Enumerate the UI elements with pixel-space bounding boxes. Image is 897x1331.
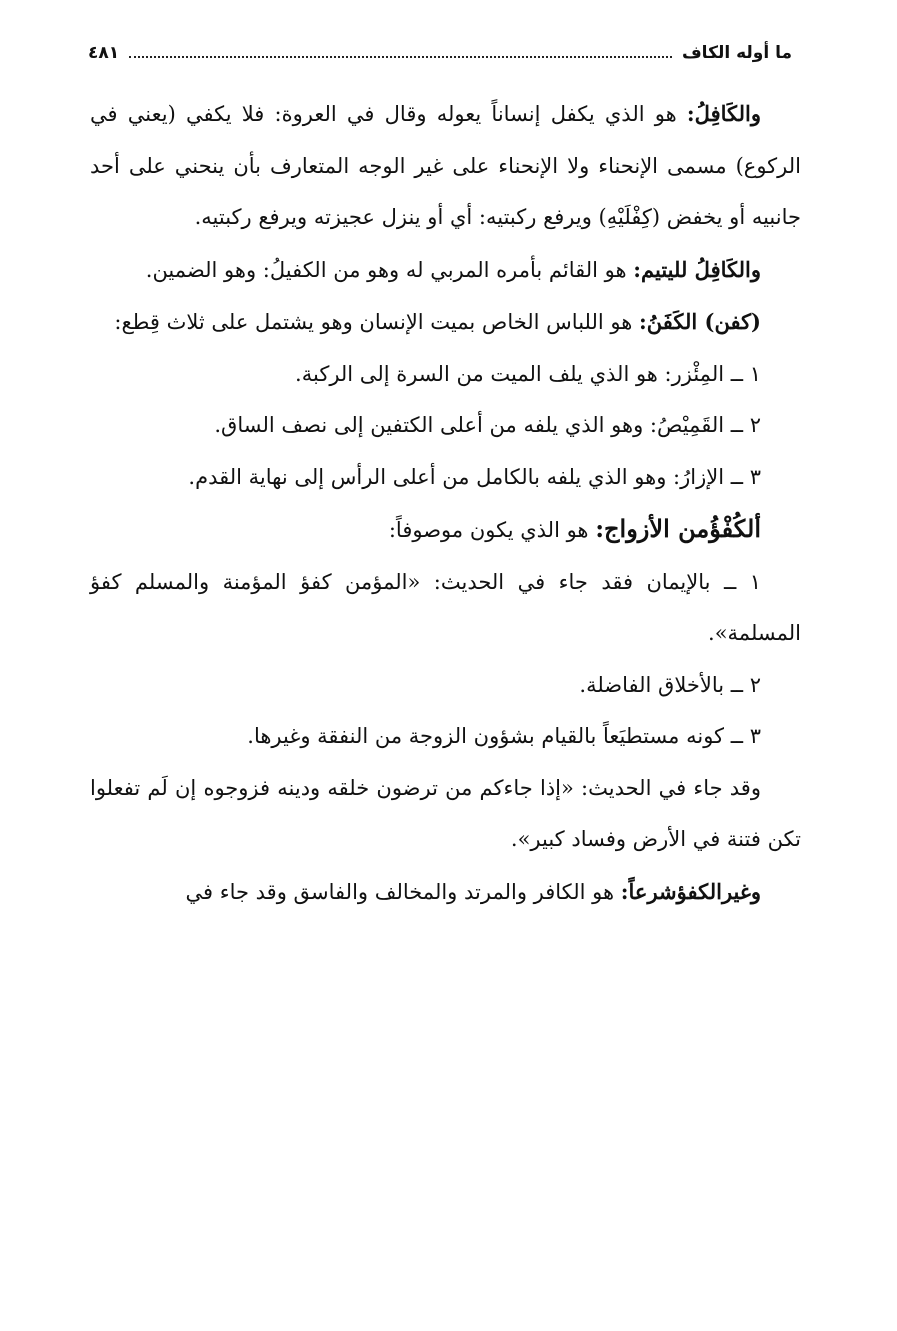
list-item-text: ٣ ــ الإزارُ: وهو الذي يلفه بالكامل من أعلى الرأس إلى نهاية القدم. [188,464,761,489]
entry-paragraph [90,296,801,349]
entry-paragraph [90,866,801,919]
header-dotted-leader [129,56,672,58]
entry-term: والكَافِلُ لليتيم: [633,256,761,282]
entry-term: والكَافِلُ: [686,101,761,126]
entry-text: هو اللباس الخاص بميت الإنسان وهو يشتمل على ثلاث قِطع: [114,310,640,334]
entry-text: هو الكافر والمرتد والمخالف والفاسق وقد جاء في [185,879,621,904]
chapter-title: ما أوله الكاف [681,43,792,63]
entry-term: ألكُفْؤُمن الأزواج: [595,514,761,543]
list-item [90,711,801,763]
entry-text: هو الذي يكون موصوفاً: [388,518,596,542]
hadith-paragraph [90,763,801,866]
page-body [90,88,801,918]
entry-term: وغيرالكفؤشرعاً: [620,878,761,904]
list-item [90,400,801,452]
list-item-text: ٢ ــ القَمِيْصُ: وهو الذي يلفه من أعلى الكتفين إلى نصف الساق. [214,413,761,437]
page-header [88,36,792,70]
entry-paragraph [90,244,801,297]
entry-paragraph [90,503,801,557]
list-item [90,660,801,712]
page-number: ٤٨١ [88,43,120,63]
list-item-text: ٣ ــ كونه مستطيَعاً بالقيام بشؤون الزوجة من النفقة وغيرها. [247,724,761,748]
list-item [90,452,801,504]
entry-text: هو الذي يكفل إنساناً يعوله وقال في العروة: فلا يكفي (يعني في الركوع) مسمى الإنحناء ولا الإنحناء على غير الوجه المتعارف بأن ينحني على أحد جانبيه أو يخفض (كِفْلَيْهِ) ويرفع ركبتيه: أي أو ينزل عجيزته ويرفع ركبتيه. [90,102,801,229]
list-item [90,557,801,660]
list-item-text: ٢ ــ بالأخلاق الفاضلة. [579,672,761,697]
list-item-text: ١ ــ المِئْزر: هو الذي يلف الميت من السرة إلى الركبة. [295,361,761,386]
list-item-text: ١ ــ بالإيمان فقد جاء في الحديث: «المؤمن كفؤ المؤمنة والمسلم كفؤ المسلمة». [90,569,801,645]
paragraph-text: وقد جاء في الحديث: «إذا جاءكم من ترضون خلقه ودينه فزوجوه إن لَم تفعلوا تكن فتنة في الأرض وفساد كبير». [90,775,801,851]
list-item [90,349,801,401]
entry-term: (كفن) الكَفَنُ: [639,309,761,334]
entry-paragraph [90,88,801,244]
entry-text: هو القائم بأمره المربي له وهو من الكفيلُ: وهو الضمين. [145,257,634,282]
